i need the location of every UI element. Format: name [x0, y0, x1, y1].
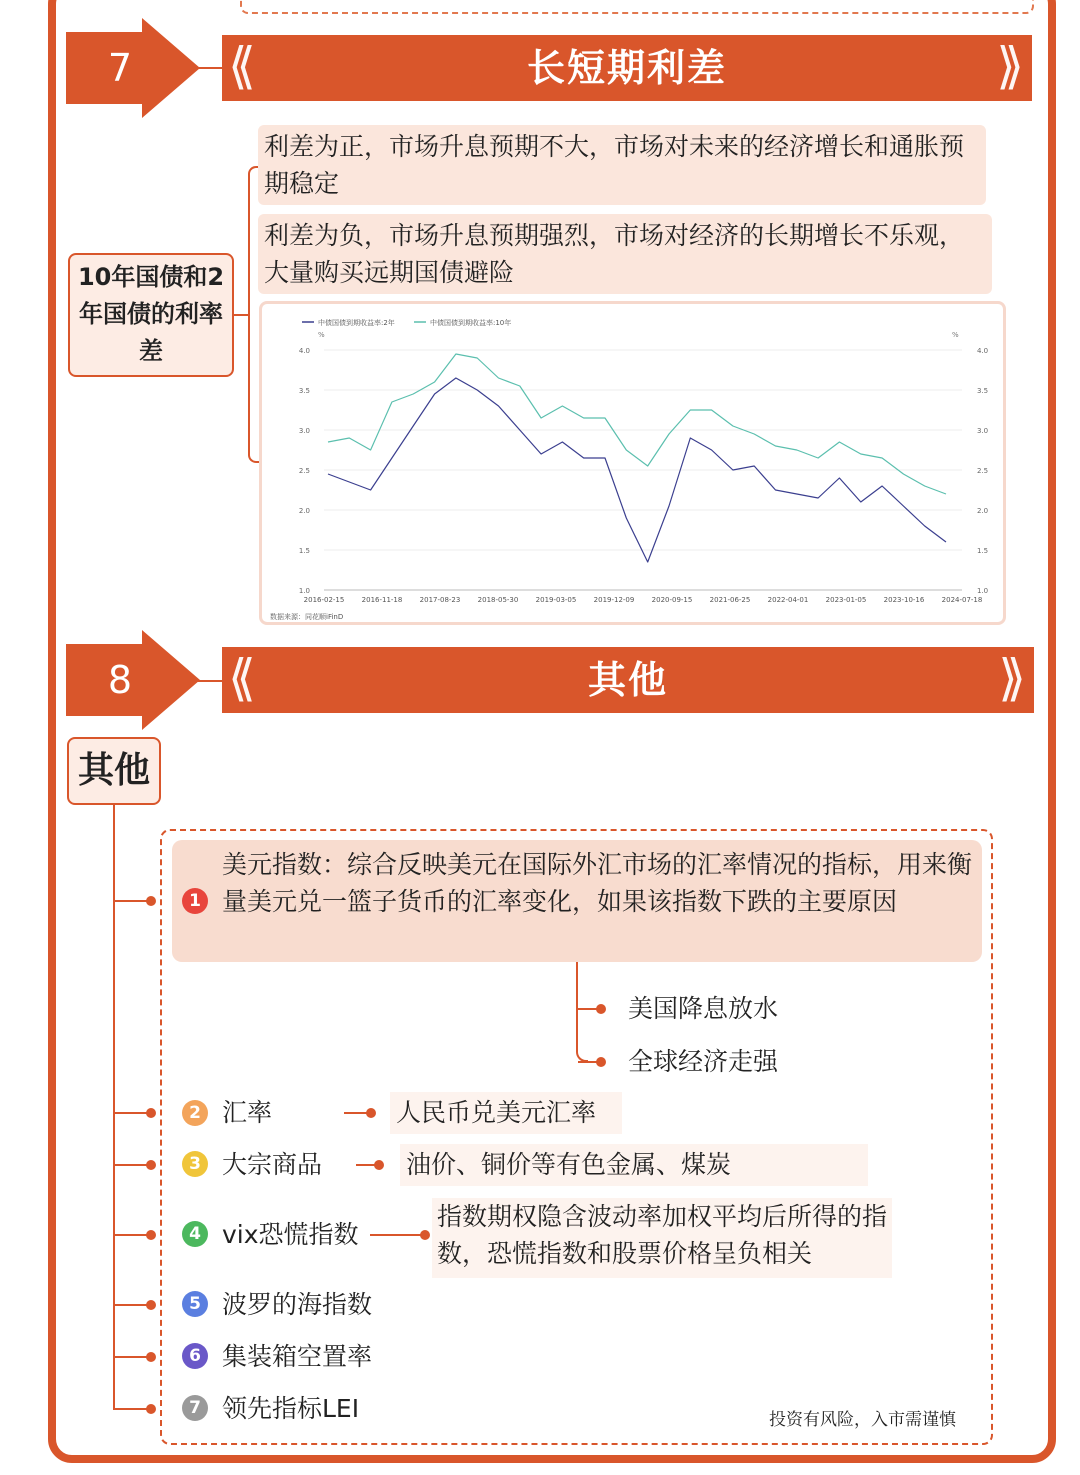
x-tick-label: 2020-09-15 [651, 596, 693, 604]
connector-dot [146, 1352, 156, 1362]
risk-disclaimer: 投资有风险，入市需谨慎 [769, 1410, 956, 1430]
y-tick-right: 1.5 [977, 547, 989, 555]
y-tick-right: 1.0 [977, 587, 989, 595]
item-4-label: vix恐慌指数 [222, 1220, 359, 1249]
item-5-label: 波罗的海指数 [222, 1290, 373, 1319]
point-positive-spread: 利差为正，市场升息预期不大，市场对未来的经济增长和通胀预期稳定 [258, 125, 986, 205]
item-4-detail-connector [370, 1234, 426, 1236]
item-5-badge: 5 [182, 1291, 208, 1317]
item-4-detail: 指数期权隐含波动率加权平均后所得的指数，恐慌指数和股票价格呈负相关 [437, 1202, 888, 1268]
item-6-label: 集装箱空置率 [222, 1342, 373, 1371]
y-tick-right: 2.0 [977, 507, 989, 515]
label-connector [234, 314, 248, 316]
item-1-label: 美元指数：综合反映美元在国际外汇市场的汇率情况的指标，用来衡量美元兑一篮子货币的汇率变化，如果该指数下跌的主要原因 [222, 850, 973, 916]
section-8-number: 8 [107, 658, 133, 702]
legend-10y: 中债国债到期收益率:10年 [430, 319, 512, 327]
y-tick-left: 3.0 [298, 427, 310, 435]
right-bracket-icon: ⟫ [996, 37, 1026, 95]
section-7-arrow [66, 18, 200, 118]
tree-spine [113, 805, 115, 1410]
item-6-badge: 6 [182, 1343, 208, 1369]
x-tick-label: 2021-06-25 [709, 596, 751, 604]
x-tick-label: 2024-07-18 [941, 596, 983, 604]
connector-dot [146, 896, 156, 906]
point-negative-spread: 利差为负，市场升息预期强烈，市场对经济的长期增长不乐观，大量购买远期国债避险 [258, 214, 992, 294]
item-1-child-1: 美国降息放水 [628, 994, 779, 1023]
item-2-label: 汇率 [222, 1098, 273, 1127]
x-tick-label: 2023-10-16 [883, 596, 925, 604]
previous-section-border [240, 0, 1034, 14]
connector-dot [146, 1160, 156, 1170]
legend-2y: 中债国债到期收益率:2年 [318, 319, 395, 327]
section-7-title: 长短期利差 [526, 46, 727, 90]
y-tick-left: 4.0 [298, 347, 310, 355]
item-7-label: 领先指标LEI [222, 1394, 360, 1423]
section-8-connector [196, 680, 224, 682]
x-tick-label: 2019-03-05 [535, 596, 577, 604]
y-tick-left: 3.5 [298, 387, 310, 395]
section-8-title: 其他 [587, 658, 668, 702]
left-bracket-icon: ⟪ [228, 649, 258, 707]
item-7-badge: 7 [182, 1395, 208, 1421]
item-3-badge: 3 [182, 1151, 208, 1177]
item-4-badge: 4 [182, 1221, 208, 1247]
item-1-children-brace [576, 962, 588, 1062]
y-tick-right: 3.0 [977, 427, 989, 435]
connector-dot [146, 1230, 156, 1240]
series-10y-line [328, 354, 946, 494]
y-tick-left: 1.0 [298, 587, 310, 595]
x-tick-label: 2018-05-30 [477, 596, 519, 604]
chart-source: 数据来源：同花顺iFinD [270, 613, 344, 621]
y-tick-left: 2.5 [298, 467, 310, 475]
y-tick-right: 4.0 [977, 347, 989, 355]
y-tick-left: 1.5 [298, 547, 310, 555]
connector-dot [374, 1160, 384, 1170]
x-tick-label: 2017-08-23 [419, 596, 461, 604]
connector-dot [366, 1108, 376, 1118]
connector-dot [146, 1300, 156, 1310]
y-tick-left: 2.0 [298, 507, 310, 515]
connector-dot [596, 1057, 606, 1067]
section-7-connector [196, 67, 224, 69]
y-tick-right: 2.5 [977, 467, 989, 475]
section-8-title-bar [222, 647, 1034, 713]
right-bracket-icon: ⟫ [998, 649, 1028, 707]
item-3-detail: 油价、铜价等有色金属、煤炭 [406, 1150, 732, 1179]
connector-dot [146, 1404, 156, 1414]
y-unit-right: % [952, 331, 959, 339]
connector-dot [146, 1108, 156, 1118]
x-tick-label: 2019-12-09 [593, 596, 635, 604]
x-tick-label: 2016-02-15 [303, 596, 345, 604]
item-3-label: 大宗商品 [222, 1150, 323, 1179]
y-tick-right: 3.5 [977, 387, 989, 395]
section-8-label: 其他 [67, 737, 161, 805]
x-tick-label: 2016-11-18 [361, 596, 403, 604]
item-2-detail: 人民币兑美元汇率 [396, 1098, 597, 1127]
item-1-child-2: 全球经济走强 [628, 1047, 779, 1076]
yield-chart-container [259, 301, 1006, 625]
yield-chart [262, 304, 1003, 622]
connector-dot [420, 1230, 430, 1240]
connector-dot [596, 1004, 606, 1014]
x-tick-label: 2022-04-01 [767, 596, 809, 604]
section-7-title-bar [222, 35, 1032, 101]
item-1-badge: 1 [182, 888, 208, 914]
section-7-number: 7 [107, 46, 133, 90]
x-tick-label: 2023-01-05 [825, 596, 867, 604]
item-2-badge: 2 [182, 1100, 208, 1126]
section-8-arrow [66, 630, 200, 730]
y-unit-left: % [318, 331, 325, 339]
section-7-label: 10年国债和2年国债的利率差 [68, 253, 234, 377]
left-bracket-icon: ⟪ [228, 37, 258, 95]
